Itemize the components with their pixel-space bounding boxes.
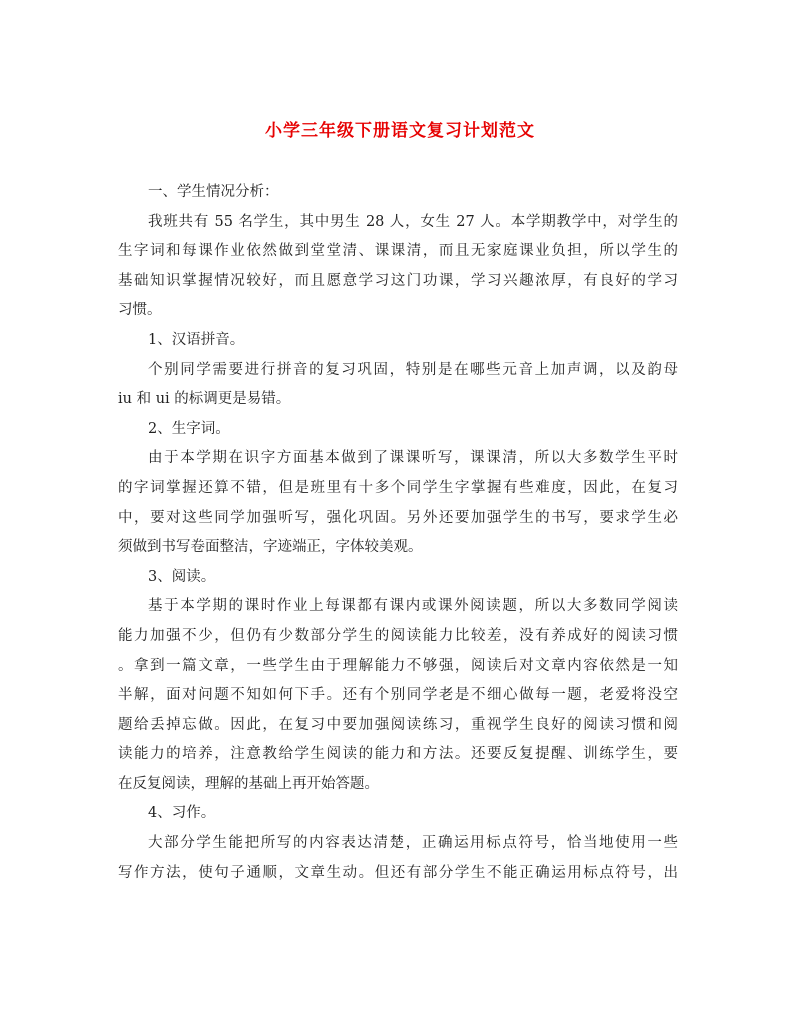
paragraph-line: 题给丢掉忘做。因此，在复习中要加强阅读练习，重视学生良好的阅读习惯和阅 (118, 716, 678, 733)
paragraph-line: 在反复阅读，理解的基础上再开始答题。 (118, 775, 379, 792)
paragraph-line: 的字词掌握还算不错，但是班里有十多个同学生字掌握有些难度，因此，在复习 (118, 479, 678, 496)
paragraph-line: 基于本学期的课时作业上每课都有课内或课外阅读题，所以大多数同学阅读 (148, 598, 678, 615)
paragraph-line: 写作方法，使句子通顺，文章生动。但还有部分学生不能正确运用标点符号，出 (118, 864, 678, 881)
document-body (118, 178, 678, 888)
paragraph-line: 由于本学期在识字方面基本做到了课课听写，课课清，所以大多数学生平时 (148, 450, 678, 467)
paragraph-line: 中，要对这些同学加强听写，强化巩固。另外还要加强学生的书写，要求学生必 (118, 509, 678, 526)
section-heading-writing: 4、习作。 (148, 805, 216, 822)
paragraph-line: 我班共有 55 名学生，其中男生 28 人，女生 27 人。本学期教学中，对学生的 (148, 213, 678, 230)
paragraph-line: iu 和 ui 的标调更是易错。 (118, 391, 291, 408)
section-heading-vocabulary: 2、生字词。 (148, 420, 230, 437)
paragraph-line: 个别同学需要进行拼音的复习巩固，特别是在哪些元音上加声调，以及韵母 (148, 361, 678, 378)
paragraph-line: 生字词和每课作业依然做到堂堂清、课课清，而且无家庭课业负担，所以学生的 (118, 243, 678, 260)
section-heading-student-analysis: 一、学生情况分析： (148, 184, 279, 200)
paragraph-line: 能力加强不少，但仍有少数部分学生的阅读能力比较差，没有养成好的阅读习惯 (118, 627, 678, 644)
paragraph-line: 。拿到一篇文章，一些学生由于理解能力不够强，阅读后对文章内容依然是一知 (118, 657, 678, 674)
paragraph-line: 大部分学生能把所写的内容表达清楚，正确运用标点符号，恰当地使用一些 (148, 835, 678, 852)
paragraph-line: 基础知识掌握情况较好，而且愿意学习这门功课，学习兴趣浓厚，有良好的学习 (118, 272, 678, 289)
section-heading-pinyin: 1、汉语拼音。 (148, 331, 245, 348)
section-heading-reading: 3、阅读。 (148, 568, 216, 585)
paragraph-line: 习惯。 (118, 302, 162, 319)
paragraph-line: 须做到书写卷面整洁，字迹端正，字体较美观。 (118, 539, 423, 556)
paragraph-line: 读能力的培养，注意教给学生阅读的能力和方法。还要反复提醒、训练学生，要 (118, 746, 678, 763)
document-title: 小学三年级下册语文复习计划范文 (265, 121, 535, 141)
paragraph-line: 半解，面对问题不知如何下手。还有个别同学老是不细心做每一题，老爱将没空 (118, 687, 678, 704)
